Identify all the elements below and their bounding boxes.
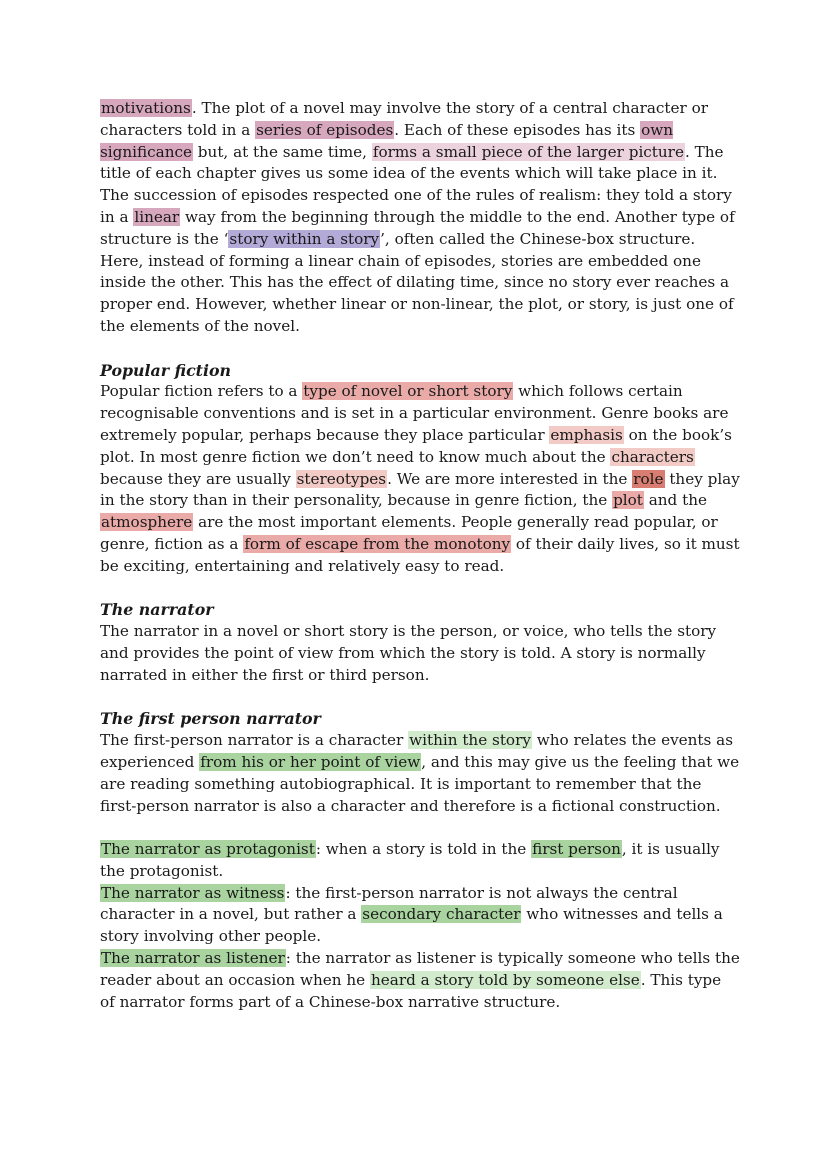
intro-paragraph [100, 98, 740, 338]
text-run: ’, often called the Chinese-box structure. Here, instead of forming a linear chain of episodes, stories are embedded one inside the other. This has the effect of dilating time, since no story ever reaches a proper end. However, whether linear or non-linear, the plot, or story, is just one of the elements of the novel. [100, 229, 734, 335]
highlighted-phrase: forms a small piece of the larger picture [372, 142, 684, 161]
heading-narrator: The narrator [100, 600, 214, 620]
heading-first-person-narrator: The first person narrator [100, 709, 321, 729]
text-run: . The plot of a novel may involve the story of a central character or characters told in a [100, 99, 709, 139]
highlighted-phrase: plot [613, 491, 643, 510]
highlighted-phrase: own significance [100, 120, 674, 161]
highlighted-phrase: type of novel or short story [303, 382, 513, 401]
narrator-paragraph [100, 621, 740, 686]
text-run: , it is usually the protagonist. [100, 840, 720, 880]
heading-popular-fiction: Popular fiction [100, 360, 232, 380]
highlighted-phrase: secondary character [362, 905, 521, 924]
highlighted-phrase: emphasis [550, 425, 623, 444]
highlighted-phrase: The narrator as witness [101, 883, 285, 902]
text-run: way from the beginning through the middle to the end. Another type of structure is the ‘ [100, 207, 735, 248]
highlighted-phrase: series of episodes [256, 120, 394, 139]
highlighted-phrase: role [633, 469, 664, 488]
highlighted-phrase: atmosphere [101, 513, 193, 532]
highlighted-phrase: stereotypes [296, 469, 387, 488]
text-run: . This type of narrator forms part of a Chinese-box narrative structure. [100, 970, 722, 1011]
highlighted-phrase: from his or her point of view [200, 752, 421, 771]
spacer [100, 578, 740, 600]
text-run: because they are usually [100, 469, 296, 488]
highlighted-phrase: form of escape from the monotony [244, 534, 511, 553]
highlighted-phrase: linear [134, 207, 180, 226]
text-run: : the first-person narrator is not always the central character in a novel, but rather a [100, 883, 678, 924]
text-run: , and this may give us the feeling that we are reading something autobiographical. It is important to remember that the first-person narrator is also a character and therefore is a fictional construction. [100, 752, 740, 815]
narrator-type-witness [100, 883, 740, 948]
text-run: The first-person narrator is a character [100, 731, 409, 750]
text-run: who witnesses and tells a story involving other people. [100, 905, 723, 946]
text-run: of their daily lives, so it must be exciting, entertaining and relatively easy to read. [100, 534, 740, 575]
text-run: are the most important elements. People generally read popular, or genre, fiction as a [100, 513, 718, 553]
text-run: . The title of each chapter gives us some idea of the events which will take place in it. The succession of episodes respected one of the rules of realism: they told a story in a [100, 142, 732, 226]
highlighted-phrase: heard a story told by someone else [371, 970, 640, 989]
spacer [100, 687, 740, 709]
text-run: on the book’s plot. In most genre fiction we don’t need to know much about the [100, 425, 732, 466]
highlighted-phrase: The narrator as listener [101, 949, 285, 968]
first-person-paragraph [100, 730, 740, 817]
document-page [100, 98, 740, 1013]
text-run: : the narrator as listener is typically someone who tells the reader about an occasion when he [100, 949, 740, 989]
text-run: but, at the same time, [192, 142, 372, 161]
highlighted-phrase: first person [532, 840, 621, 859]
highlighted-phrase: story within a story [229, 229, 380, 248]
popular-fiction-paragraph [100, 381, 740, 577]
text-run: and the [643, 491, 707, 510]
text-run: : when a story is told in the [315, 840, 532, 859]
spacer [100, 817, 740, 839]
highlighted-phrase: motivations [101, 99, 191, 117]
text-run: who relates the events as experienced [100, 731, 733, 771]
text-run: . We are more interested in the [387, 469, 633, 488]
text-run: which follows certain recognisable conventions and is set in a particular environment. Genre books are extremely popular, perhaps because they place particular [100, 382, 729, 444]
spacer [100, 338, 740, 360]
highlighted-phrase: within the story [409, 731, 531, 750]
text-run: . Each of these episodes has its [394, 120, 641, 139]
text-run: Popular fiction refers to a [100, 382, 303, 401]
text-run: The narrator in a novel or short story is the person, or voice, who tells the story and provides the point of view from which the story is told. A story is normally narrated in either the first or third person. [100, 622, 717, 684]
narrator-type-listener [100, 948, 740, 1013]
narrator-type-protagonist [100, 839, 740, 883]
highlighted-phrase: characters [611, 447, 694, 466]
text-run: they play in the story than in their personality, because in genre fiction, the [100, 469, 740, 510]
highlighted-phrase: The narrator as protagonist [101, 840, 315, 859]
